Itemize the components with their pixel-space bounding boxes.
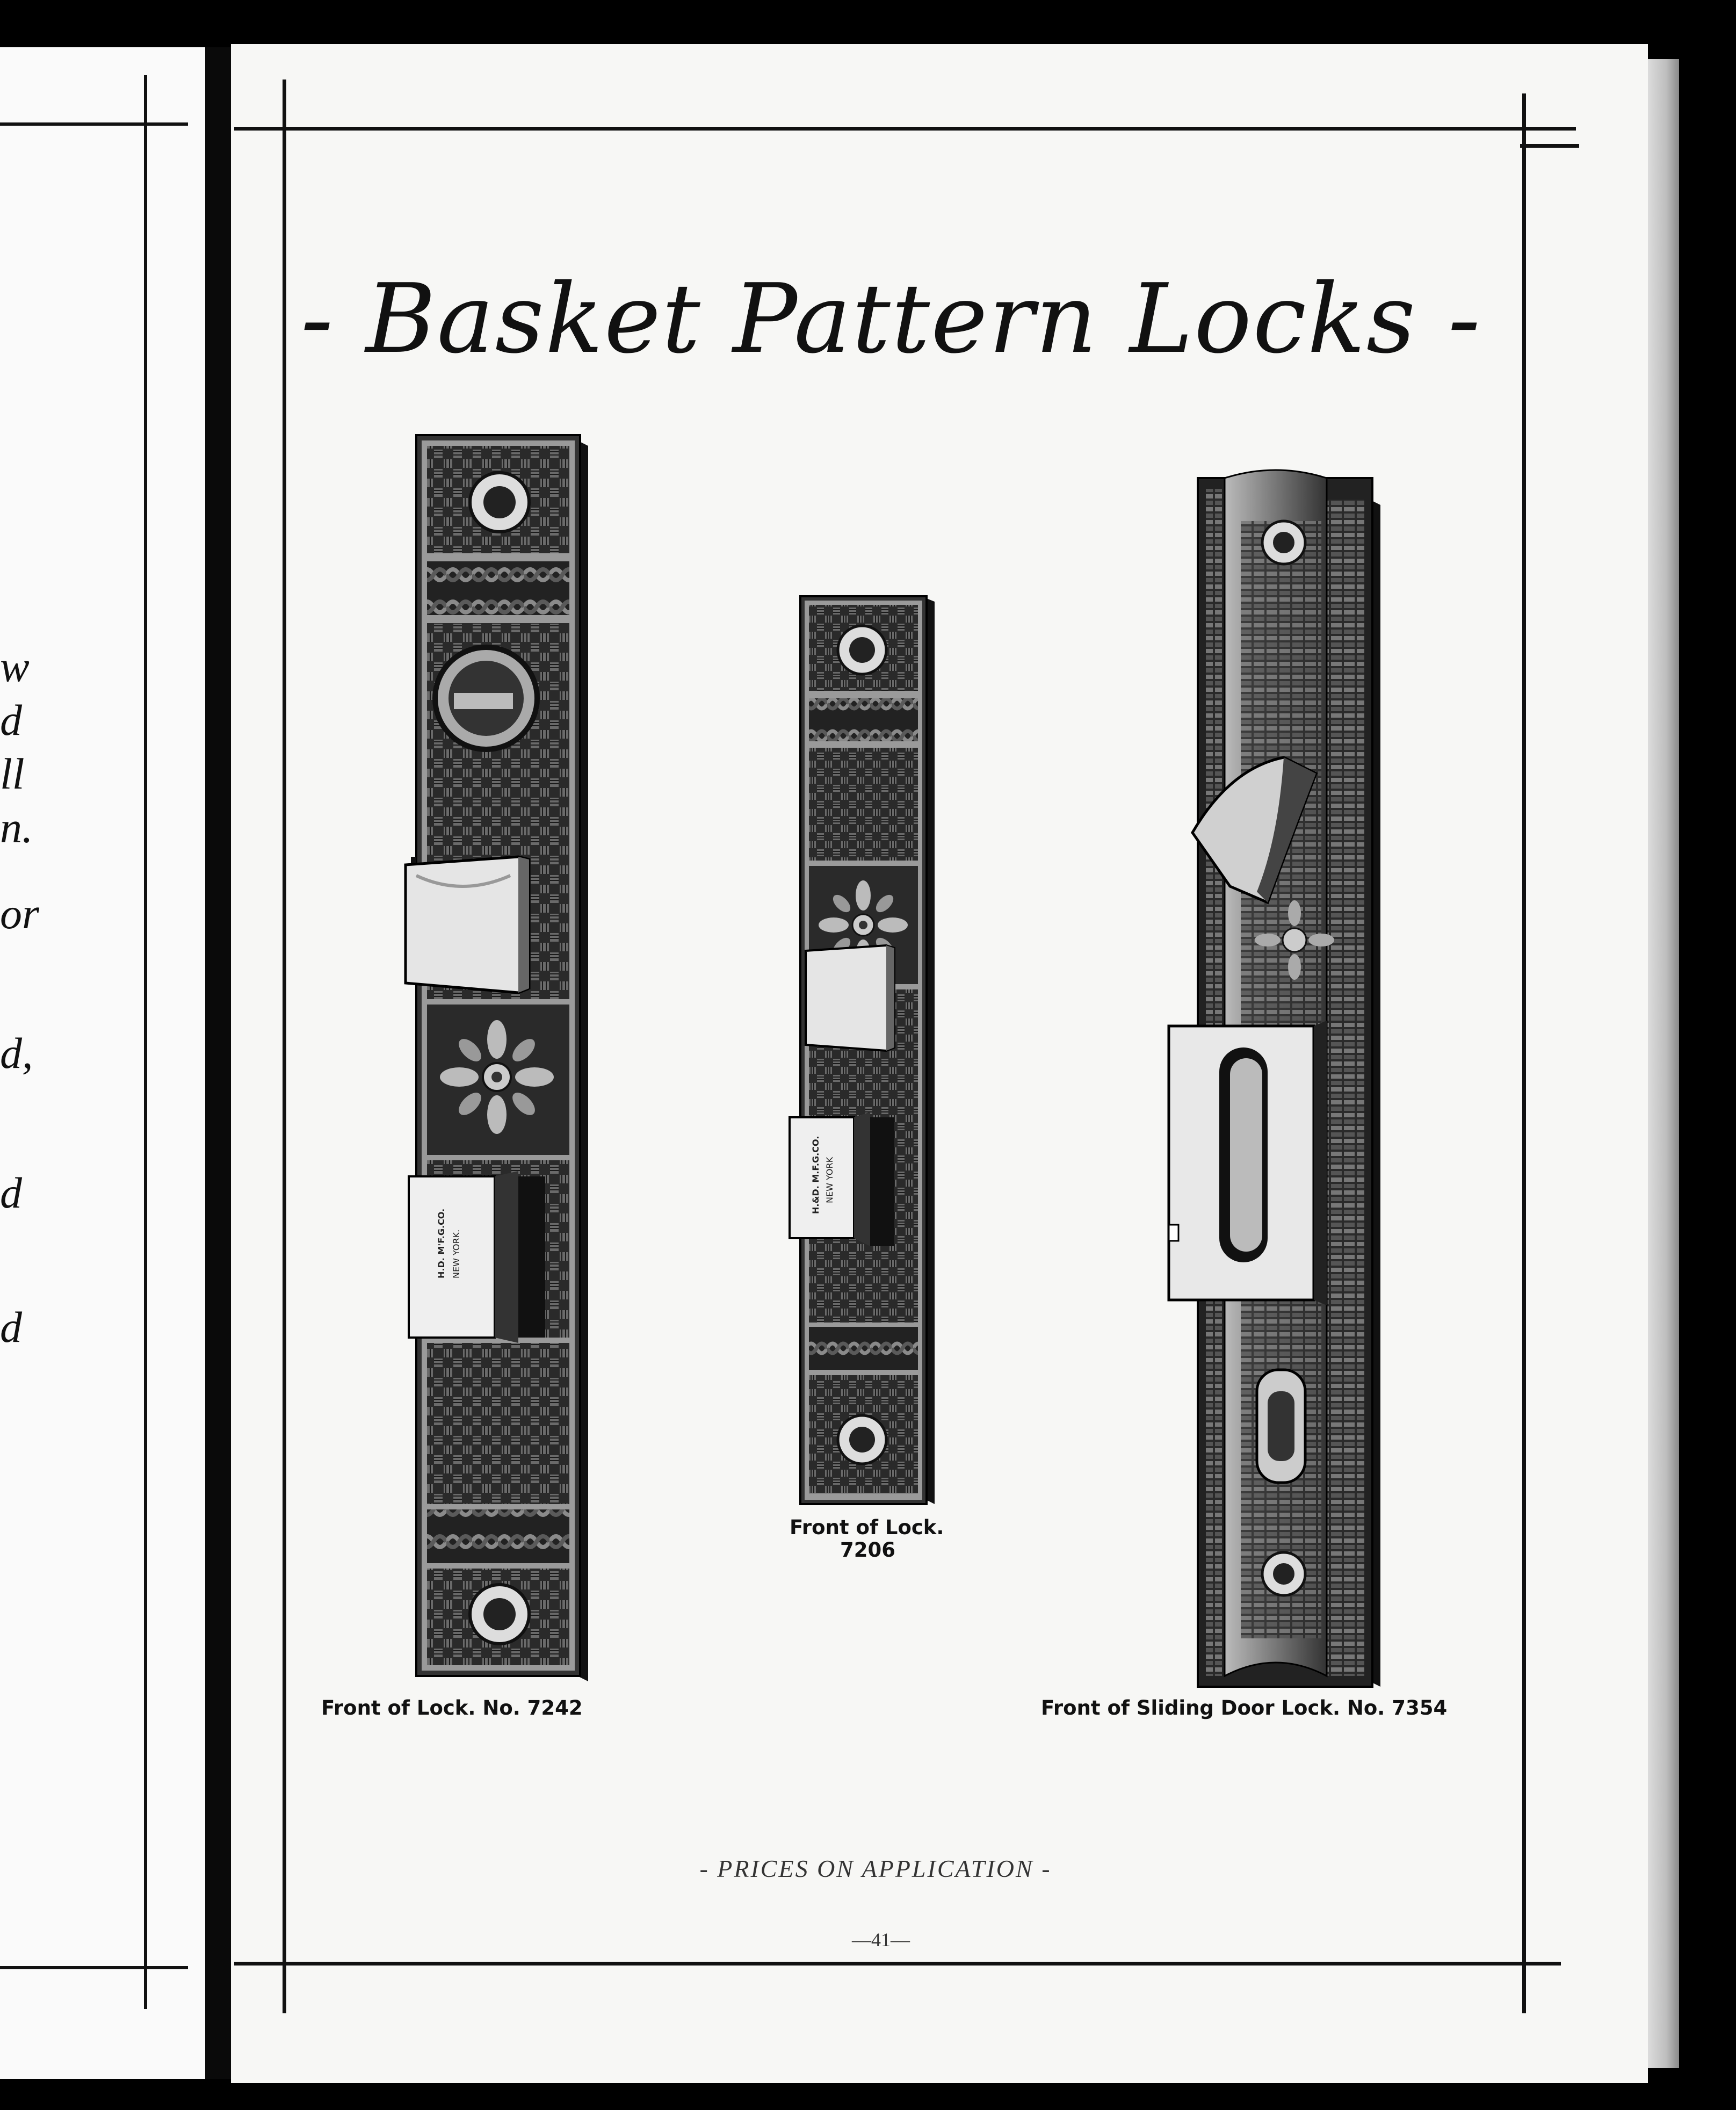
lock-7242-caption: Front of Lock. No. 7242 — [321, 1696, 583, 1719]
lock-7354-illustration — [1149, 467, 1397, 1692]
prev-page-top-rule — [0, 122, 188, 126]
maker-mark-city: NEW YORK — [824, 1157, 835, 1203]
maker-mark: H.&D. M.F.G.CO. — [811, 1136, 821, 1214]
prev-page-vertical-rule — [144, 75, 147, 2009]
prev-page-bottom-rule — [0, 1966, 188, 1969]
prev-page-text-fragment: d — [0, 1303, 22, 1352]
prices-note: - PRICES ON APPLICATION - — [699, 1855, 1052, 1882]
page-right-rule — [1522, 93, 1526, 2013]
prev-page-text-fragment: d — [0, 1168, 22, 1217]
page-top-rule-right — [1520, 144, 1579, 148]
lock-7354-caption: Front of Sliding Door Lock. No. 7354 — [1041, 1696, 1448, 1719]
lock-7242-illustration — [395, 430, 599, 1687]
prev-page-text-fragment: d, — [0, 1029, 33, 1078]
maker-mark: H.D. M'F.G.CO. — [436, 1208, 446, 1278]
book-spine — [205, 47, 231, 2079]
prev-page-text-fragment: d — [0, 696, 22, 745]
maker-mark-city: NEW YORK. — [451, 1229, 461, 1278]
page-bottom-rule — [234, 1962, 1561, 1966]
prev-page-text-fragment: ll — [0, 749, 25, 798]
lock-7206-number: 7206 — [840, 1538, 895, 1562]
lock-7206-caption: Front of Lock. — [790, 1516, 944, 1539]
page-top-rule — [234, 127, 1576, 131]
prev-page-text-fragment: or — [0, 889, 39, 938]
lock-7206-illustration — [784, 591, 945, 1509]
prev-page-text-fragment: n. — [0, 803, 33, 852]
page-left-rule — [283, 80, 286, 2013]
page-number: —41— — [852, 1929, 910, 1950]
page-title: - Basket Pattern Locks - — [301, 263, 1481, 374]
page-edge — [1648, 59, 1679, 2068]
prev-page-text-fragment: w — [0, 642, 30, 691]
